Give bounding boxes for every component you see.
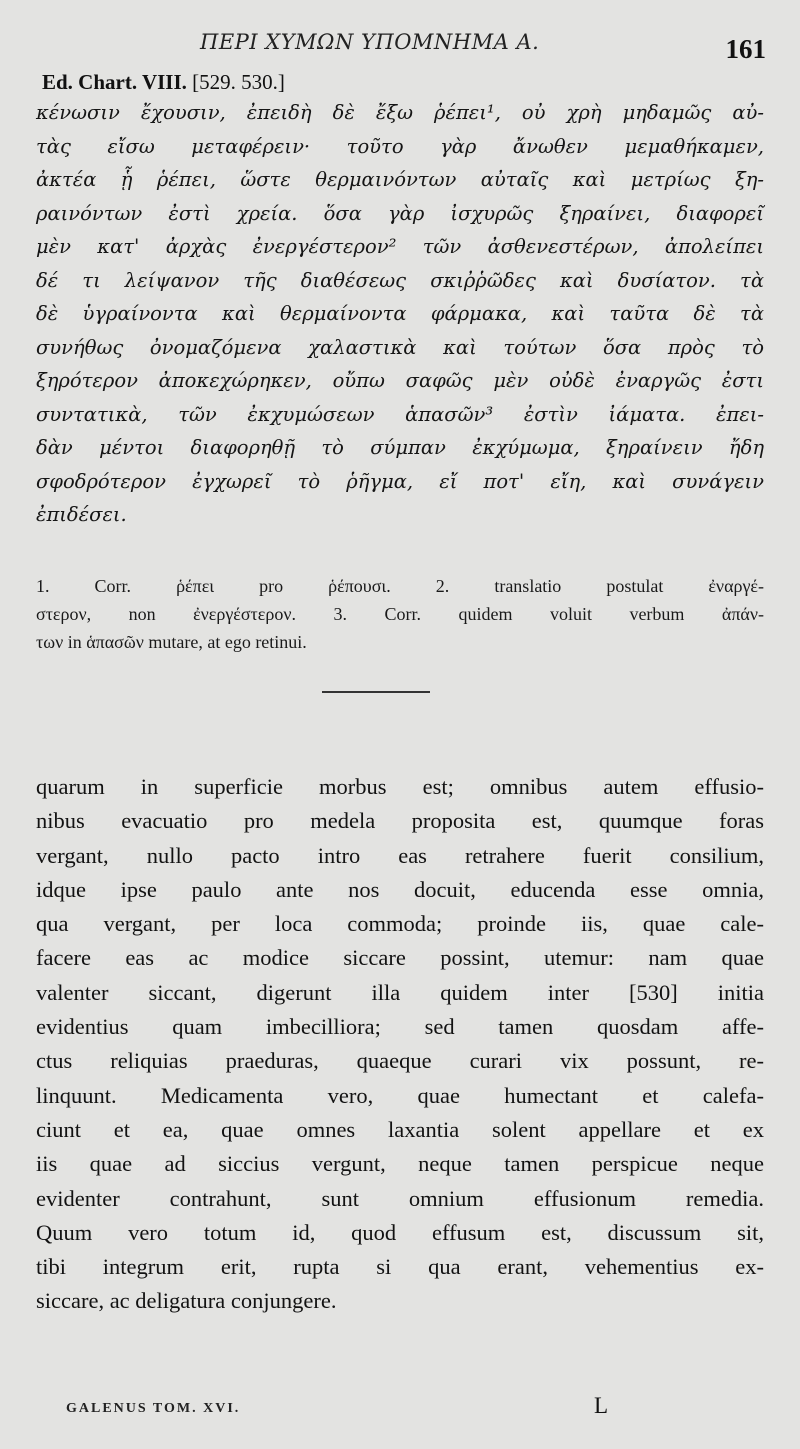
latin-line: nibus evacuatio pro medela proposita est, quumque foras [36, 808, 764, 834]
latin-line: qua vergant, per loca commoda; proinde iis, quae cale- [36, 911, 764, 937]
greek-line: ραινόντων ἐστὶ χρεία. ὅσα γὰρ ἰσχυρῶς ξηραίνει, διαφορεῖ [36, 201, 764, 225]
latin-text [36, 770, 764, 1319]
latin-line: linquunt. Medicamenta vero, quae humectant et calefa- [36, 1082, 764, 1108]
latin-line: evidenter contrahunt, sunt omnium effusionum remedia. [36, 1185, 764, 1211]
latin-line: ctus reliquias praeduras, quaeque curari vix possunt, re- [36, 1048, 764, 1074]
greek-line: μὲν κατ' ἀρχὰς ἐνεργέστερον² τῶν ἀσθενεστέρων, ἀπολείπει [36, 235, 764, 258]
greek-line: συντατικὰ, τῶν ἐκχυμώσεων ἁπασῶν³ ἐστὶν ἰάματα. ἐπει- [36, 402, 764, 426]
greek-line: δέ τι λείψανον τῆς διαθέσεως σκιῤῥῶδες καὶ δυσίατον. τὰ [36, 268, 764, 292]
latin-line: idque ipse paulo ante nos docuit, educenda esse omnia, [36, 876, 764, 902]
greek-line: ἐπιδέσει. [36, 503, 127, 526]
latin-line: vergant, nullo pacto intro eas retrahere fuerit consilium, [36, 842, 764, 868]
greek-line: ἀκτέα ᾗ ῥέπει, ὥστε θερμαινόντων αὐταῖς καὶ μετρίως ξη- [36, 168, 764, 191]
latin-line: Quum vero totum id, quod effusum est, discussum sit, [36, 1219, 764, 1245]
latin-line: iis quae ad siccius vergunt, neque tamen perspicue neque [36, 1151, 764, 1177]
latin-line: facere eas ac modice siccare possint, utemur: nam quae [36, 945, 764, 971]
latin-line: ciunt et ea, quae omnes laxantia solent appellare et ex [36, 1116, 764, 1142]
greek-line: σφοδρότερον ἐγχωρεῖ τὸ ῥῆγμα, εἴ ποτ' εἴη, καὶ συνάγειν [36, 469, 764, 493]
footnote-line: 1. Corr. ῥέπει pro ῥέπουσι. 2. translatio postulat ἐναργέ- [36, 576, 764, 596]
running-title: ΠΕΡΙ ΧΥΜΩΝ ΥΠΟΜΝΗΜΑ Α. [200, 30, 540, 54]
greek-line: τὰς εἴσω μεταφέρειν· τοῦτο γὰρ ἄνωθεν μεμαθήκαμεν, [36, 134, 764, 158]
greek-text [36, 96, 764, 532]
greek-line: δὰν μέντοι διαφορηθῇ τὸ σύμπαν ἐκχύμωμα, ξηραίνειν ἤδη [36, 436, 764, 459]
latin-line: evidentius quam imbecilliora; sed tamen quosdam affe- [36, 1014, 764, 1040]
latin-line: tibi integrum erit, rupta si qua erant, vehementius ex- [36, 1254, 764, 1280]
latin-line: quarum in superficie morbus est; omnibus autem effusio- [36, 774, 764, 799]
edition-label: Ed. Chart. VIII. [42, 70, 187, 94]
footnote-line: στερον, non ἐνεργέστερον. 3. Corr. quidem voluit verbum ἀπάν- [36, 604, 764, 624]
page-number: 161 [725, 34, 766, 64]
latin-line: valenter siccant, digerunt illa quidem inter [530] initia [36, 979, 764, 1005]
greek-line: κένωσιν ἔχουσιν, ἐπειδὴ δὲ ἔξω ῥέπει¹, οὐ χρὴ μηδαμῶς αὐ- [36, 101, 764, 124]
footnote-line: των in ἁπασῶν mutare, at ego retinui. [36, 632, 307, 652]
signature-mark: L [594, 1393, 609, 1418]
section-divider [322, 691, 430, 693]
running-head [0, 30, 800, 64]
greek-line: συνήθως ὀνομαζόμενα χαλαστικὰ καὶ τούτων ὅσα πρὸς τὸ [36, 335, 764, 359]
printer-signature: GALENUS TOM. XVI. [66, 1401, 241, 1416]
greek-line: δὲ ὑγραίνοντα καὶ θερμαίνοντα φάρμακα, καὶ ταῦτα δὲ τὰ [36, 302, 764, 325]
greek-line: ξηρότερον ἀποκεχώρηκεν, οὔπω σαφῶς μὲν οὐδὲ ἐναργῶς ἐστι [36, 369, 764, 392]
edition-reference [42, 70, 285, 95]
footnotes [36, 572, 764, 656]
page-footer [0, 1393, 800, 1423]
edition-pages: [529. 530.] [192, 70, 285, 94]
latin-line: siccare, ac deligatura conjungere. [36, 1288, 337, 1314]
